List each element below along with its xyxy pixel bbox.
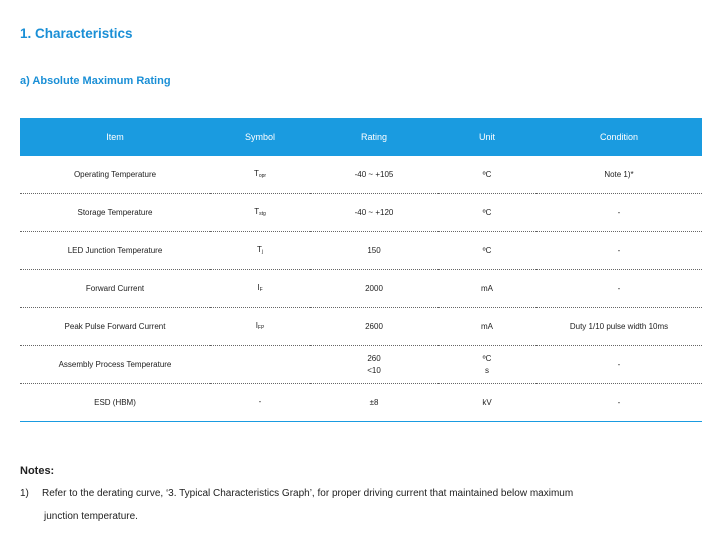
note-text: Refer to the derating curve, ‘3. Typical Characteristics Graph’, for proper driving current that maintained below maximum (42, 488, 574, 499)
cell-symbol (210, 156, 310, 194)
cell-symbol (210, 346, 310, 384)
table-row (20, 194, 702, 232)
table-row (20, 232, 702, 270)
cell-rating: -40 ~ +105 (310, 156, 438, 194)
table-row (20, 346, 702, 384)
cell-symbol (210, 270, 310, 308)
cell-rating: 2600 (310, 308, 438, 346)
symbol-subscript: FP (257, 324, 265, 331)
header-symbol: Symbol (210, 118, 310, 156)
table-row (20, 384, 702, 422)
cell-unit: kV (438, 384, 536, 422)
cell-unit: ºC (438, 194, 536, 232)
cell-item: Peak Pulse Forward Current (20, 308, 210, 346)
note-text-continued: junction temperature. (44, 511, 138, 522)
cell-condition: Note 1)* (536, 156, 702, 194)
header-unit: Unit (438, 118, 536, 156)
table-row (20, 270, 702, 308)
cell-condition: - (536, 194, 702, 232)
cell-symbol (210, 194, 310, 232)
symbol-main: I (255, 320, 258, 330)
symbol-subscript: stg (259, 210, 266, 217)
rating-line-1: 260 (367, 353, 381, 363)
cell-unit (438, 346, 536, 384)
symbol-main: I (257, 282, 260, 292)
cell-symbol (210, 232, 310, 270)
cell-unit: ºC (438, 232, 536, 270)
cell-item: Forward Current (20, 270, 210, 308)
unit-line-2: s (485, 365, 489, 375)
cell-rating (310, 346, 438, 384)
cell-symbol (210, 308, 310, 346)
absolute-maximum-rating-table (20, 118, 702, 422)
cell-unit: ºC (438, 156, 536, 194)
cell-symbol (210, 384, 310, 422)
cell-condition: - (536, 346, 702, 384)
cell-item: ESD (HBM) (20, 384, 210, 422)
cell-rating: 2000 (310, 270, 438, 308)
rating-line-2: <10 (367, 365, 381, 375)
cell-condition: - (536, 232, 702, 270)
cell-condition: - (536, 270, 702, 308)
note-item (20, 488, 573, 499)
cell-item: Operating Temperature (20, 156, 210, 194)
cell-rating: -40 ~ +120 (310, 194, 438, 232)
table-row (20, 156, 702, 194)
symbol-main: T (254, 206, 260, 216)
cell-condition: Duty 1/10 pulse width 10ms (536, 308, 702, 346)
cell-unit: mA (438, 308, 536, 346)
cell-rating: 150 (310, 232, 438, 270)
cell-rating: ±8 (310, 384, 438, 422)
symbol-main: T (256, 244, 262, 254)
table-row (20, 308, 702, 346)
cell-condition: - (536, 384, 702, 422)
cell-item: Assembly Process Temperature (20, 346, 210, 384)
subsection-title: a) Absolute Maximum Rating (20, 75, 171, 87)
symbol-subscript: F (259, 286, 263, 293)
header-item: Item (20, 118, 210, 156)
symbol-main: - (258, 396, 262, 406)
section-title: 1. Characteristics (20, 26, 133, 41)
table-header-row (20, 118, 702, 156)
notes-title: Notes: (20, 465, 55, 477)
cell-item: LED Junction Temperature (20, 232, 210, 270)
symbol-subscript: opr (258, 172, 267, 179)
header-condition: Condition (536, 118, 702, 156)
unit-line-1: ºC (482, 353, 492, 363)
symbol-subscript: j (261, 248, 263, 255)
cell-item: Storage Temperature (20, 194, 210, 232)
note-number: 1) (20, 488, 29, 499)
symbol-main: T (253, 168, 259, 178)
header-rating: Rating (310, 118, 438, 156)
cell-unit: mA (438, 270, 536, 308)
